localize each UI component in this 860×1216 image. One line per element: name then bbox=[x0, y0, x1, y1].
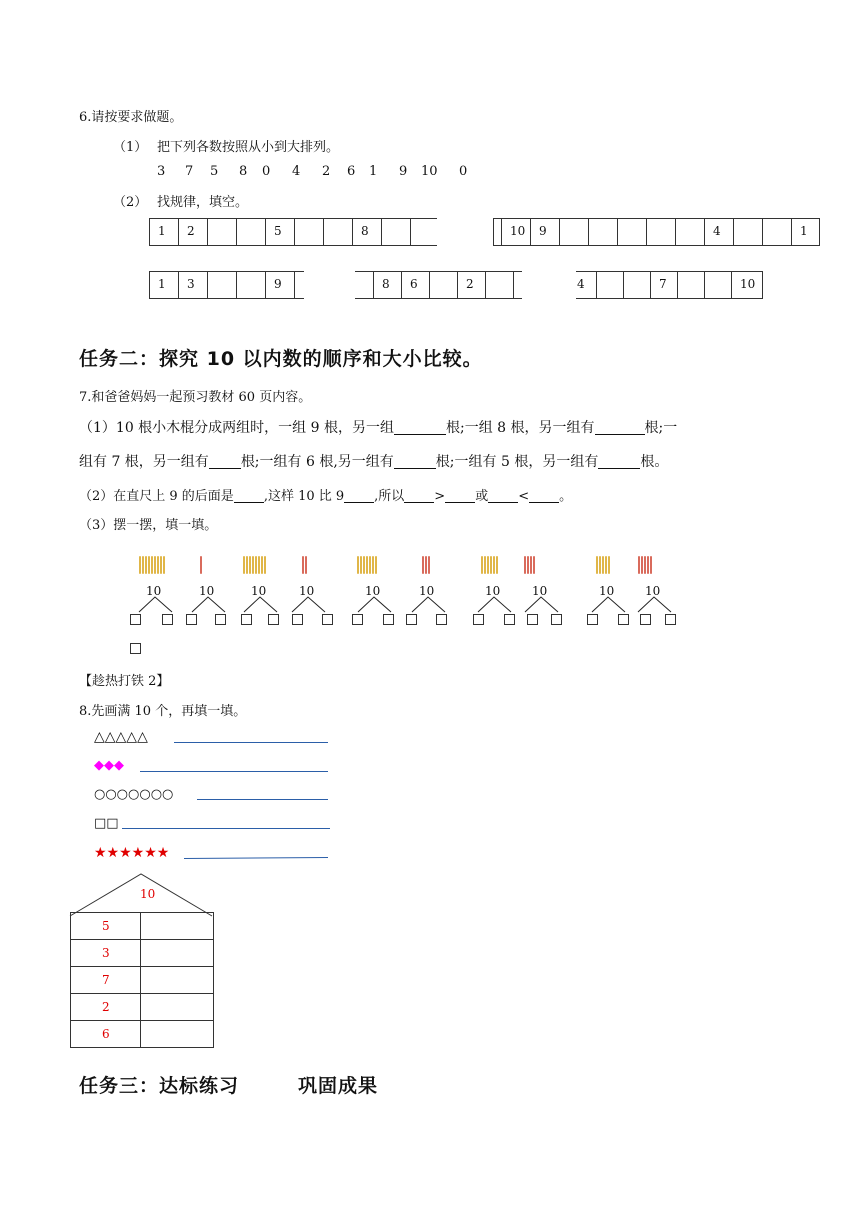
answer-box[interactable] bbox=[352, 614, 363, 625]
pattern-cell: 3 bbox=[179, 272, 208, 298]
pattern-cell: 10 bbox=[740, 277, 756, 291]
house-left-cell: 5 bbox=[71, 913, 141, 940]
table-row bbox=[71, 1021, 214, 1048]
number: 10 bbox=[421, 164, 438, 179]
number: 4 bbox=[292, 164, 301, 179]
text: 或 bbox=[475, 489, 489, 504]
text: 根。 bbox=[640, 454, 669, 470]
answer-box[interactable] bbox=[292, 614, 303, 625]
text: 根;一 bbox=[644, 420, 678, 436]
answer-box[interactable] bbox=[527, 614, 538, 625]
q7-paragraph-3: （3）摆一摆，填一填。 bbox=[79, 518, 218, 533]
bond-ten: 10 bbox=[485, 584, 501, 598]
q6-sub2-text: 找规律，填空。 bbox=[157, 195, 249, 210]
number: 8 bbox=[239, 164, 248, 179]
number: 2 bbox=[322, 164, 331, 179]
number: 5 bbox=[210, 164, 219, 179]
answer-box[interactable] bbox=[241, 614, 252, 625]
answer-box[interactable] bbox=[406, 614, 417, 625]
circles: ○○○○○○○ bbox=[94, 787, 174, 802]
bond-ten: 10 bbox=[532, 584, 548, 598]
text: （2）在直尺上 9 的后面是 bbox=[79, 489, 234, 504]
pattern-cell: 7 bbox=[651, 272, 678, 298]
table-row bbox=[71, 994, 214, 1021]
pattern-cell: 4 bbox=[576, 272, 597, 298]
house-right-cell[interactable] bbox=[141, 913, 214, 940]
pattern-cell: 6 bbox=[402, 272, 430, 298]
answer-box[interactable] bbox=[268, 614, 279, 625]
number: 7 bbox=[185, 164, 194, 179]
house-left-cell: 3 bbox=[71, 940, 141, 967]
house-right-cell[interactable] bbox=[141, 967, 214, 994]
answer-box[interactable] bbox=[587, 614, 598, 625]
answer-box[interactable] bbox=[504, 614, 515, 625]
answer-box[interactable] bbox=[436, 614, 447, 625]
pattern-cell: 10 bbox=[502, 219, 531, 245]
answer-box[interactable] bbox=[383, 614, 394, 625]
text: 根;一组有 5 根，另一组有 bbox=[435, 454, 599, 470]
pattern-cell: 1 bbox=[150, 272, 179, 298]
text: 根;一组 8 根，另一组有 bbox=[445, 420, 595, 436]
number-house-table bbox=[70, 912, 214, 1048]
bond-ten: 10 bbox=[199, 584, 215, 598]
answer-box[interactable] bbox=[640, 614, 651, 625]
bond-ten: 10 bbox=[146, 584, 162, 598]
q6-sub1-text: 把下列各数按照从小到大排列。 bbox=[157, 140, 340, 155]
answer-box[interactable] bbox=[618, 614, 629, 625]
number: 3 bbox=[157, 164, 166, 179]
answer-box[interactable] bbox=[162, 614, 173, 625]
draw-line[interactable] bbox=[197, 799, 328, 800]
answer-box[interactable] bbox=[215, 614, 226, 625]
text: ,这样 10 比 9 bbox=[263, 489, 345, 504]
pattern-cell: 9 bbox=[531, 219, 560, 245]
q6-sub2-num: （2） bbox=[113, 195, 148, 210]
house-left-cell: 7 bbox=[71, 967, 141, 994]
draw-line[interactable] bbox=[140, 771, 328, 772]
pattern-cell: 1 bbox=[150, 219, 179, 245]
text: < bbox=[518, 489, 530, 504]
number: 9 bbox=[399, 164, 408, 179]
text: 组有 7 根，另一组有 bbox=[79, 454, 209, 470]
task3-heading-2: 巩固成果 bbox=[298, 1075, 379, 1097]
house-right-cell[interactable] bbox=[141, 1021, 214, 1048]
squares: □□ bbox=[94, 816, 119, 831]
house-left-cell: 6 bbox=[71, 1021, 141, 1048]
answer-box[interactable] bbox=[130, 643, 141, 654]
bond-ten: 10 bbox=[365, 584, 381, 598]
draw-line[interactable] bbox=[174, 742, 328, 743]
table-row bbox=[71, 913, 214, 940]
task2-heading: 任务二：探究 10 以内数的顺序和大小比较。 bbox=[79, 348, 483, 370]
answer-box[interactable] bbox=[551, 614, 562, 625]
pattern-cell: 8 bbox=[353, 219, 382, 245]
pattern-cell: 1 bbox=[800, 224, 808, 238]
pattern-cell: 9 bbox=[266, 272, 295, 298]
answer-box[interactable] bbox=[322, 614, 333, 625]
draw-line[interactable] bbox=[184, 857, 328, 859]
q7-title: 7.和爸爸妈妈一起预习教材 60 页内容。 bbox=[79, 390, 312, 405]
diamonds: ◆◆◆ bbox=[94, 758, 124, 773]
stars: ★★★★★★ bbox=[94, 845, 170, 861]
number: 0 bbox=[262, 164, 271, 179]
text: ,所以 bbox=[374, 489, 405, 504]
number: 6 bbox=[347, 164, 356, 179]
table-row bbox=[71, 940, 214, 967]
q6-title: 6.请按要求做题。 bbox=[79, 110, 183, 125]
pattern-cell: 2 bbox=[458, 272, 486, 298]
text: > bbox=[434, 489, 446, 504]
answer-box[interactable] bbox=[130, 614, 141, 625]
number: 0 bbox=[459, 164, 468, 179]
house-left-cell: 2 bbox=[71, 994, 141, 1021]
answer-box[interactable] bbox=[186, 614, 197, 625]
pattern-cell[interactable]: 2 bbox=[179, 219, 208, 245]
bond-ten: 10 bbox=[251, 584, 267, 598]
pattern-cell: 4 bbox=[705, 219, 734, 245]
answer-box[interactable] bbox=[473, 614, 484, 625]
text: 根;一组有 6 根,另一组有 bbox=[240, 454, 394, 470]
triangles: △△△△△ bbox=[94, 729, 148, 745]
bond-ten: 10 bbox=[599, 584, 615, 598]
house-right-cell[interactable] bbox=[141, 994, 214, 1021]
pattern-cell: 5 bbox=[266, 219, 295, 245]
pattern-cell: 8 bbox=[374, 272, 402, 298]
q6-sub1-num: （1） bbox=[113, 140, 148, 155]
house-right-cell[interactable] bbox=[141, 940, 214, 967]
number: 1 bbox=[369, 164, 378, 179]
text: 。 bbox=[559, 489, 573, 504]
text: （1）10 根小木棍分成两组时，一组 9 根，另一组 bbox=[79, 420, 394, 436]
house-top-number: 10 bbox=[140, 887, 156, 901]
task3-heading: 任务三：达标练习 bbox=[79, 1075, 240, 1097]
table-row bbox=[71, 967, 214, 994]
answer-box[interactable] bbox=[665, 614, 676, 625]
bond-ten: 10 bbox=[299, 584, 315, 598]
bond-ten: 10 bbox=[419, 584, 435, 598]
draw-line[interactable] bbox=[122, 828, 330, 829]
practice-heading: 【趁热打铁 2】 bbox=[79, 674, 170, 689]
bond-ten: 10 bbox=[645, 584, 661, 598]
q8-title: 8.先画满 10 个，再填一填。 bbox=[79, 704, 247, 719]
